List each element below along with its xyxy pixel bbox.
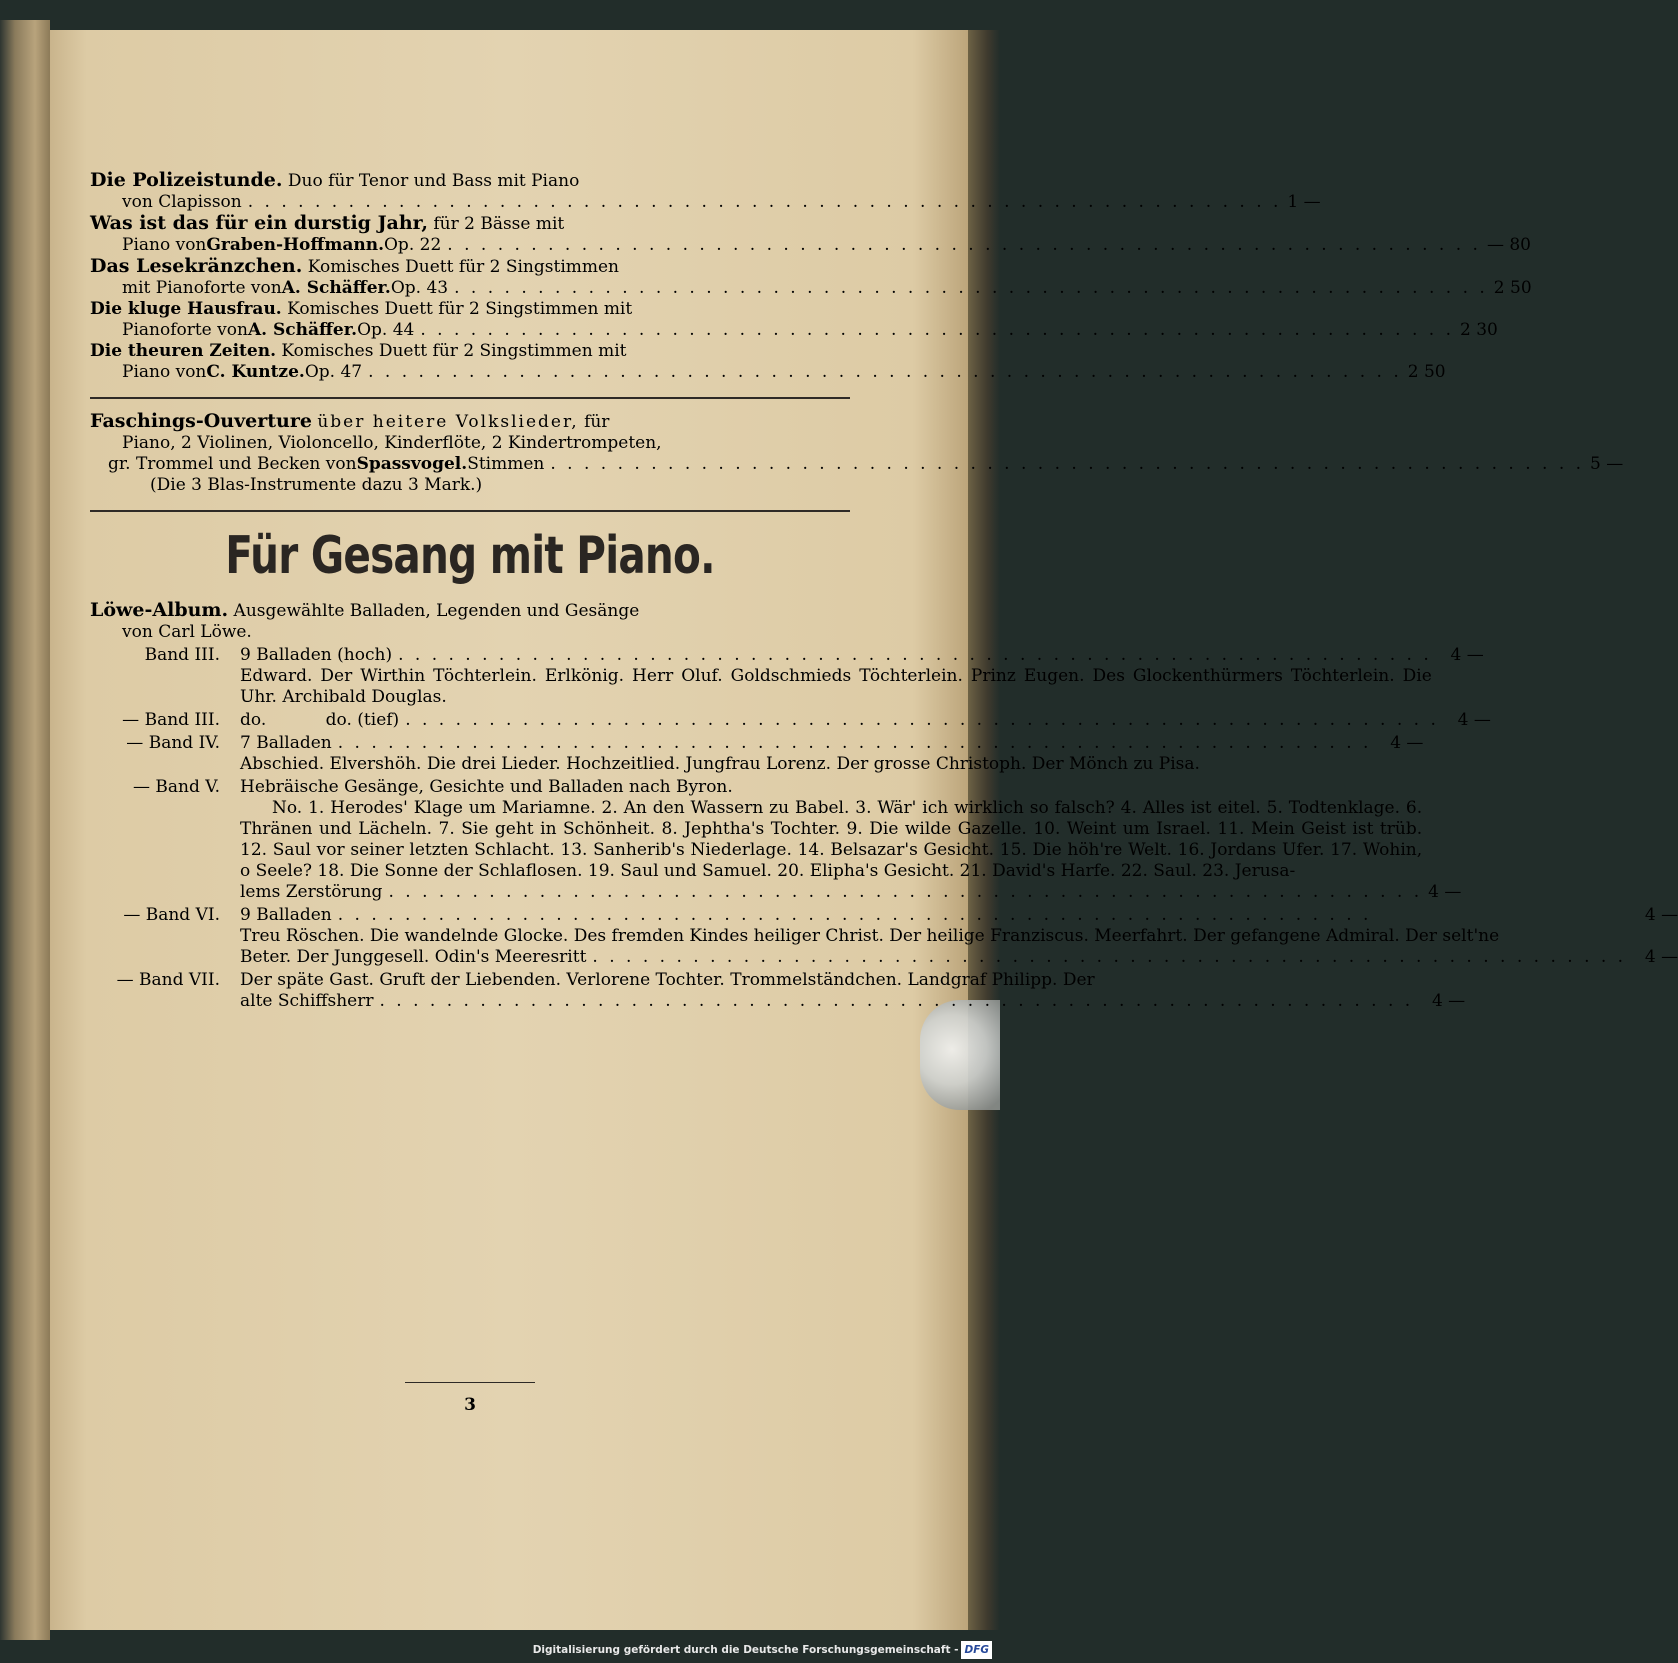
band-price: 4 —	[1390, 733, 1424, 753]
entry-title: Die kluge Hausfrau.	[90, 299, 282, 319]
entry-price: 5 —	[1590, 454, 1624, 474]
entry-title: Das Lesekränzchen.	[90, 255, 303, 277]
band-price: 4 —	[1450, 645, 1484, 665]
entry-composer: A. Schäffer.	[247, 320, 358, 340]
band-price: 4 —	[1428, 882, 1462, 902]
entry-description-end: für	[584, 412, 610, 432]
catalog-entry	[90, 299, 1498, 341]
entry-composer: Spassvogel.	[356, 454, 468, 474]
band-item	[90, 645, 1484, 708]
entry-description: Ausgewählte Balladen, Legenden und Gesänge	[233, 601, 640, 621]
band-label: — Band VI.	[123, 905, 220, 925]
catalog-entry	[90, 169, 1321, 213]
entry-composer: Graben-Hoffmann.	[206, 235, 384, 255]
entry-opus: Op. 47	[304, 362, 363, 382]
entry-price: 2 30	[1460, 320, 1498, 340]
entry-title: Die Polizeistunde.	[90, 169, 283, 191]
entry-composer: von Clapisson	[122, 192, 242, 212]
band-contents-end: lems Zerstörung	[240, 882, 383, 902]
entry-text: gr. Trommel und Becken von	[108, 454, 357, 474]
band-item	[90, 970, 1466, 1012]
entry-price: 1 —	[1287, 192, 1321, 212]
entry-composer: von Carl Löwe.	[122, 622, 252, 642]
entry-note: (Die 3 Blas-Instrumente dazu 3 Mark.)	[150, 475, 483, 495]
entry-parts: Stimmen	[467, 454, 545, 474]
entry-title: Faschings-Ouverture	[90, 410, 312, 432]
band-item	[90, 710, 1491, 731]
band-label: — Band IV.	[126, 733, 220, 753]
divider	[90, 397, 850, 399]
dfg-logo: DFG	[961, 1641, 992, 1659]
page-clip	[920, 1000, 1000, 1110]
entry-description: für 2 Bässe mit	[433, 214, 565, 234]
digitization-footer	[533, 1641, 992, 1659]
divider	[90, 510, 850, 512]
band-price: 4 —	[1644, 947, 1678, 967]
entry-title: Die theuren Zeiten.	[90, 341, 277, 361]
band-contents-end: Beter. Der Junggesell. Odin's Meeresritt	[240, 947, 587, 967]
band-contents: Abschied. Elvershöh. Die drei Lieder. Hochzeitlied. Jungfrau Lorenz. Der grosse Christoph. Der Mönch zu Pisa.	[240, 754, 1200, 774]
entry-composer: A. Schäffer.	[281, 278, 391, 298]
band-label: Band III.	[144, 645, 220, 665]
band-title: 9 Balladen (hoch)	[240, 645, 393, 665]
band-label: — Band V.	[133, 777, 220, 797]
band-contents: Der späte Gast. Gruft der Liebenden. Verlorene Tochter. Trommelständchen. Landgraf Philipp. Der	[240, 970, 1095, 990]
band-contents: Treu Röschen. Die wandelnde Glocke. Des fremden Kindes heiliger Christ. Der heilige Franziscus. Meerfahrt. Der gefangene Admiral. Der selt'ne	[240, 926, 1500, 946]
entry-opus: Op. 22	[384, 235, 442, 255]
band-contents: Edward. Der Wirthin Töchterlein. Erlkönig. Herr Oluf. Goldschmieds Töchterlein. Prinz Eugen. Des Glockenthürmers Töchterlein. Die Uhr. Archibald Douglas.	[240, 666, 1432, 707]
previous-page-edge	[0, 20, 50, 1640]
band-label: — Band III.	[122, 710, 220, 730]
band-item	[90, 905, 1678, 968]
entry-composer: C. Kuntze.	[206, 362, 305, 382]
band-item	[90, 733, 1424, 775]
band-label: — Band VII.	[116, 970, 220, 990]
catalog-entry	[90, 410, 1624, 496]
entry-price: — 80	[1486, 235, 1531, 255]
page-number: 3	[464, 1395, 476, 1415]
footer-text: Digitalisierung gefördert durch die Deutsche Forschungsgemeinschaft -	[532, 1644, 959, 1656]
band-title: do. do. (tief)	[240, 710, 400, 730]
band-title: Hebräische Gesänge, Gesichte und Balladen nach Byron.	[240, 777, 733, 797]
entry-description: Komisches Duett für 2 Singstimmen mit	[281, 341, 627, 361]
page-content	[90, 169, 1678, 1012]
entry-title: Löwe-Album.	[90, 599, 229, 621]
band-title: 9 Balladen	[240, 905, 332, 925]
band-contents-end: alte Schiffsherr	[240, 991, 374, 1011]
band-price: 4 —	[1644, 905, 1678, 925]
catalog-entry	[90, 212, 1531, 256]
entry-title: Was ist das für ein durstig Jahr,	[90, 212, 428, 234]
band-title: 7 Balladen	[240, 733, 332, 753]
band-price: 4 —	[1431, 991, 1466, 1011]
catalog-entry	[90, 341, 1446, 383]
entry-text: Pianoforte von	[122, 320, 248, 340]
entry-text: mit Pianoforte von	[122, 278, 282, 298]
entry-instrumentation: Piano, 2 Violinen, Violoncello, Kinderflöte, 2 Kindertrompeten,	[122, 433, 662, 453]
entry-description: über heitere Volkslieder,	[317, 412, 579, 432]
entry-text: Piano von	[122, 235, 207, 255]
page-number-rule	[405, 1382, 535, 1383]
entry-description: Komisches Duett für 2 Singstimmen	[307, 257, 620, 277]
band-item	[90, 777, 1462, 903]
entry-price: 2 50	[1493, 278, 1532, 298]
catalog-entry	[90, 600, 850, 643]
entry-price: 2 50	[1407, 362, 1446, 382]
entry-description: Duo für Tenor und Bass mit Piano	[287, 171, 580, 191]
entry-opus: Op. 43	[390, 278, 449, 298]
entry-opus: Op. 44	[357, 320, 415, 340]
section-heading: Für Gesang mit Piano.	[225, 526, 715, 586]
entry-description: Komisches Duett für 2 Singstimmen mit	[287, 299, 633, 319]
band-contents: No. 1. Herodes' Klage um Mariamne. 2. An den Wassern zu Babel. 3. Wär' ich wirklich so falsch? 4. Alles ist eitel. 5. Todtenklage. 6. Thränen und Lächeln. 7. Sie geht in Schönheit. 8. Jephtha's Tochter. 9. Die wilde Gazelle. 10. Weint um Israel. 11. Mein Geist ist trüb. 12. Saul vor seiner letzten Schlacht. 13. Sanherib's Niederlage. 14. Belsazar's Gesicht. 15. Die höh're Welt. 16. Jordans Ufer. 17. Wohin, o Seele? 18. Die Sonne der Schlaflosen. 19. Saul und Samuel. 20. Elipha's Gesicht. 21. David's Harfe. 22. Saul. 23. Jerusa-	[240, 798, 1423, 881]
entry-text: Piano von	[122, 362, 207, 382]
band-price: 4 —	[1457, 710, 1491, 730]
catalog-entry	[90, 255, 1532, 299]
